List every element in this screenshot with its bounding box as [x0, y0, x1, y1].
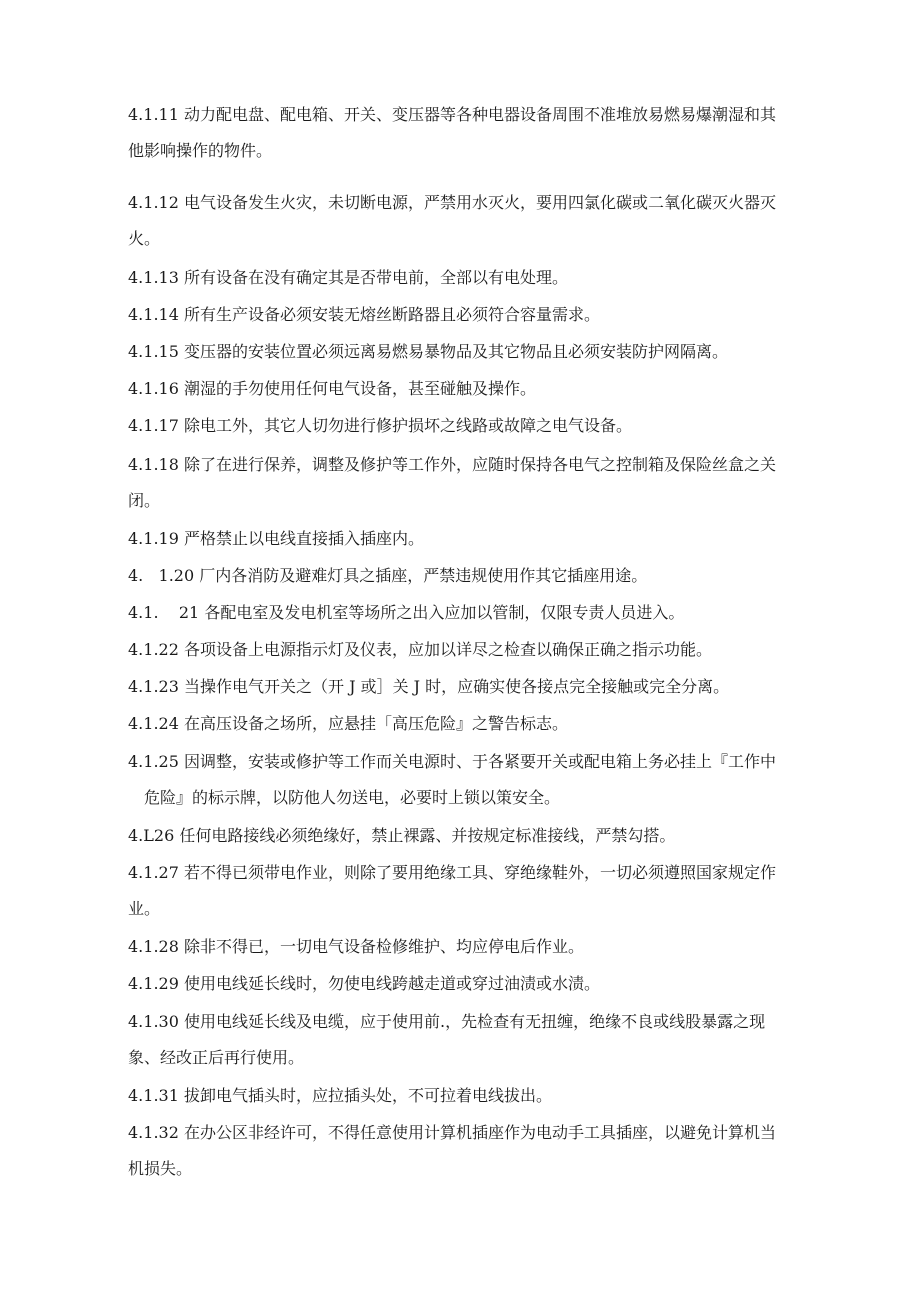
- clause-line: 4.1.22 各项设备上电源指示灯及仪表，应加以详尽之检查以确保正确之指示功能。: [128, 640, 712, 659]
- clause-line: 闭。: [128, 491, 161, 510]
- clause-4-1-25: [128, 744, 798, 816]
- clause-line: 4.1.14 所有生产设备必须安装无熔丝断路器且必须符合容量需求。: [128, 305, 600, 324]
- clause-4-1-17: [128, 408, 798, 444]
- clause-4-1-15: [128, 334, 798, 370]
- clause-4-1-29: [128, 966, 798, 1002]
- clause-line: 4.1.11 动力配电盘、配电箱、开关、变压器等各种电器设备周围不准堆放易燃易爆潮湿和其: [128, 105, 776, 124]
- clause-line: 业。: [128, 899, 161, 918]
- clause-line: 4.1.12 电气设备发生火灾，未切断电源，严禁用水灭火，要用四氯化碳或二氧化碳灭火器灭: [128, 193, 776, 212]
- clause-4-1-30: [128, 1004, 798, 1076]
- clause-line: 4.1. 21 各配电室及发电机室等场所之出入应加以管制，仅限专责人员进入。: [128, 603, 685, 622]
- clause-line: 4.1.17 除电工外，其它人切勿进行修护损坏之线路或故障之电气设备。: [128, 416, 632, 435]
- clause-4-1-12: [128, 185, 798, 257]
- clause-4-1-19: [128, 521, 798, 557]
- clause-line: 4.1.13 所有设备在没有确定其是否带电前，全部以有电处理。: [128, 268, 568, 287]
- clause-line: 4.1.30 使用电线延长线及电缆，应于使用前.，先检查有无扭缠，绝缘不良或线股暴露之现: [128, 1012, 766, 1031]
- clause-4-1-20: [128, 558, 798, 594]
- clause-line: 4.1.29 使用电线延长线时，勿使电线跨越走道或穿过油渍或水渍。: [128, 974, 600, 993]
- clause-line: 4.1.23 当操作电气开关之（开 J 或］关 J 时，应确实使各接点完全接触或完全分离。: [128, 677, 730, 696]
- clause-line: 机损失。: [128, 1159, 193, 1178]
- clause-line: 4.1.28 除非不得已，一切电气设备检修维护、均应停电后作业。: [128, 937, 584, 956]
- clause-4-1-24: [128, 706, 798, 742]
- clause-line: 火。: [128, 229, 161, 248]
- clause-4-1-26: [128, 818, 798, 854]
- clause-4-1-11: [128, 97, 798, 169]
- clause-4-1-21: [128, 595, 798, 631]
- clause-4-1-16: [128, 371, 798, 407]
- clause-4-1-23: [128, 669, 798, 705]
- clause-4-1-14: [128, 297, 798, 333]
- clause-4-1-22: [128, 632, 798, 668]
- clause-4-1-31: [128, 1078, 798, 1114]
- clause-4-1-28: [128, 929, 798, 965]
- clause-line: 4. 1.20 厂内各消防及避难灯具之插座，严禁违规使用作其它插座用途。: [128, 566, 648, 585]
- clause-line: 4.1.31 拔卸电气插头时，应拉插头处，不可拉着电线拔出。: [128, 1086, 552, 1105]
- clause-line: 4.1.27 若不得已须带电作业，则除了要用绝缘工具、穿绝缘鞋外，一切必须遵照国家规定作: [128, 863, 776, 882]
- clause-4-1-27: [128, 855, 798, 927]
- clause-line: 4.1.18 除了在进行保养，调整及修护等工作外，应随时保持各电气之控制箱及保险丝盒之关: [128, 455, 776, 474]
- clause-line: 4.1.16 潮湿的手勿使用任何电气设备，甚至碰触及操作。: [128, 379, 536, 398]
- clause-4-1-13: [128, 260, 798, 296]
- clause-line: 4.1.25 因调整，安装或修护等工作而关电源时、于各紧要开关或配电箱上务必挂上『工作中: [128, 752, 776, 771]
- clause-line: 4.1.19 严格禁止以电线直接插入插座内。: [128, 529, 424, 548]
- clause-4-1-18: [128, 447, 798, 519]
- clause-line: 4.1.15 变压器的安装位置必须远离易燃易暴物品及其它物品且必须安装防护网隔离。: [128, 342, 728, 361]
- clause-line: 4.L26 任何电路接线必须绝缘好，禁止裸露、并按规定标准接线，严禁勾搭。: [128, 826, 676, 845]
- clause-line: 他影响操作的物件。: [128, 141, 273, 160]
- clause-line: 4.1.24 在高压设备之场所，应悬挂「高压危险』之警告标志。: [128, 714, 568, 733]
- clause-line: 危险』的标示牌，以防他人勿送电，必要时上锁以策安全。: [144, 788, 561, 807]
- clause-4-1-32: [128, 1115, 798, 1187]
- clause-line: 4.1.32 在办公区非经许可，不得任意使用计算机插座作为电动手工具插座，以避免计算机当: [128, 1123, 776, 1142]
- clause-line: 象、经改正后再行使用。: [128, 1048, 305, 1067]
